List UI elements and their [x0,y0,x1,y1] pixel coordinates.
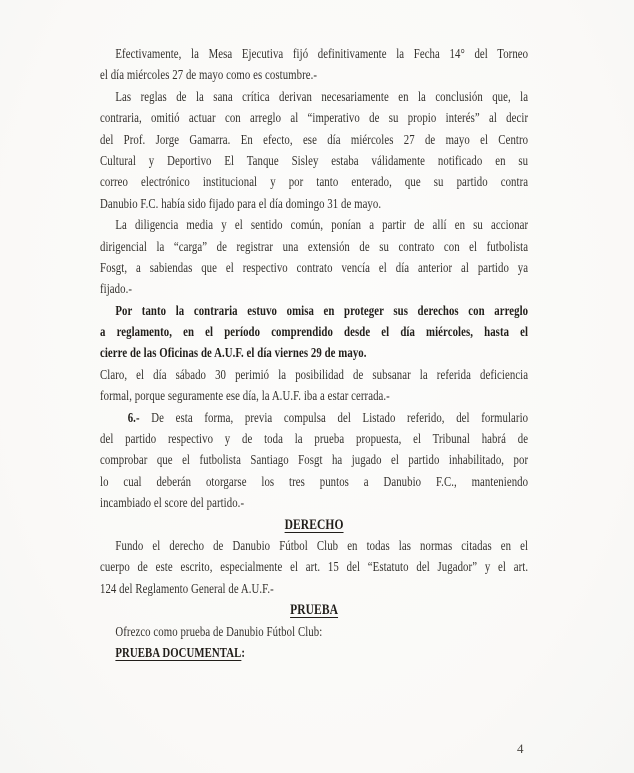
text-line: Por tanto la contraria estuvo omisa en proteger sus derechos con arreglo [115,303,529,319]
paragraph-fundo-derecho [100,536,528,600]
text-line: Las reglas de la sana crítica derivan necesariamente en la conclusión que, la [115,89,529,105]
text-line: del Prof. Jorge Gamarra. En efecto, ese día miércoles 27 de mayo el Centro [100,132,529,148]
heading-derecho [100,515,528,536]
paragraph-reglas-sana-critica [100,87,528,215]
paragraph-number: 6.- [127,410,140,426]
paragraph-ofrezco-prueba [100,622,528,643]
heading-prueba-text: PRUEBA [290,602,339,619]
text-line: cuerpo de este escrito, especialmente el art. 15 del “Estatuto del Jugador” y el art. [100,560,529,576]
prueba-documental-colon: : [241,645,246,661]
text-line [100,408,528,429]
text-line: el día miércoles 27 de mayo como es costumbre.- [100,68,318,84]
heading-derecho-text: DERECHO [284,516,344,533]
paragraph-prueba-documental [100,643,528,664]
text-line: del partido respectivo y de toda la prueba propuesta, el Tribunal habrá de [100,432,529,448]
text-line: incambiado el score del partido.- [100,496,245,512]
text-line: Efectivamente, la Mesa Ejecutiva fijó definitivamente la Fecha 14° del Torneo [115,47,529,62]
paragraph-fecha-torneo [100,44,528,87]
paragraph-contraria-omisa-bold [100,301,528,365]
text-line: a reglamento, en el período comprendido desde el día miércoles, hasta el [100,325,529,341]
text-line: correo electrónico institucional y por tanto enterado, que su partido contra [100,175,529,191]
document-text-block [100,44,528,664]
heading-prueba [100,600,528,621]
paragraph-6-de-esta-forma [100,408,528,515]
text-line: dirigencial la “carga” de registrar una extensión de su contrato con el futbolista [100,239,529,255]
page-number: 4 [517,741,524,756]
text-line: fijado.- [100,282,133,298]
text-line [100,643,528,664]
text-line: Danubio F.C. había sido fijado para el día domingo 31 de mayo. [100,196,382,212]
text-line: formal, porque seguramente ese día, la A.U.F. iba a estar cerrada.- [100,389,390,405]
text-line: Fosgt, a sabiendas que el respectivo contrato vencía el día anterior al partido ya [100,260,529,276]
prueba-documental-label: PRUEBA DOCUMENTAL [115,645,242,661]
text-line: Fundo el derecho de Danubio Fútbol Club en todas las normas citadas en el [115,538,529,554]
text-line: Ofrezco como prueba de Danubio Fútbol Club: [115,624,323,640]
paragraph-claro-sabado [100,365,528,408]
text-line: comprobar que el futbolista Santiago Fosgt ha jugado el partido inhabilitado, por [100,453,529,469]
text-line: contraria, omitió actuar con arreglo al “imperativo de su propio interés” al decir [100,111,529,127]
text-line: Cultural y Deportivo El Tanque Sisley estaba válidamente notificado en su [100,153,529,169]
text-segment: De esta forma, previa compulsa del Listado referido, del formulario [139,410,529,426]
text-line: lo cual deberán otorgarse los tres puntos a Danubio F.C., manteniendo [100,474,529,490]
paragraph-diligencia-media [100,215,528,301]
text-line: cierre de las Oficinas de A.U.F. el día viernes 29 de mayo. [100,346,367,362]
text-line: Claro, el día sábado 30 perimió la posibilidad de subsanar la referida deficiencia [100,367,529,383]
text-line: 124 del Reglamento General de A.U.F.- [100,581,274,597]
text-line: La diligencia media y el sentido común, ponían a partir de allí en su accionar [115,218,529,234]
